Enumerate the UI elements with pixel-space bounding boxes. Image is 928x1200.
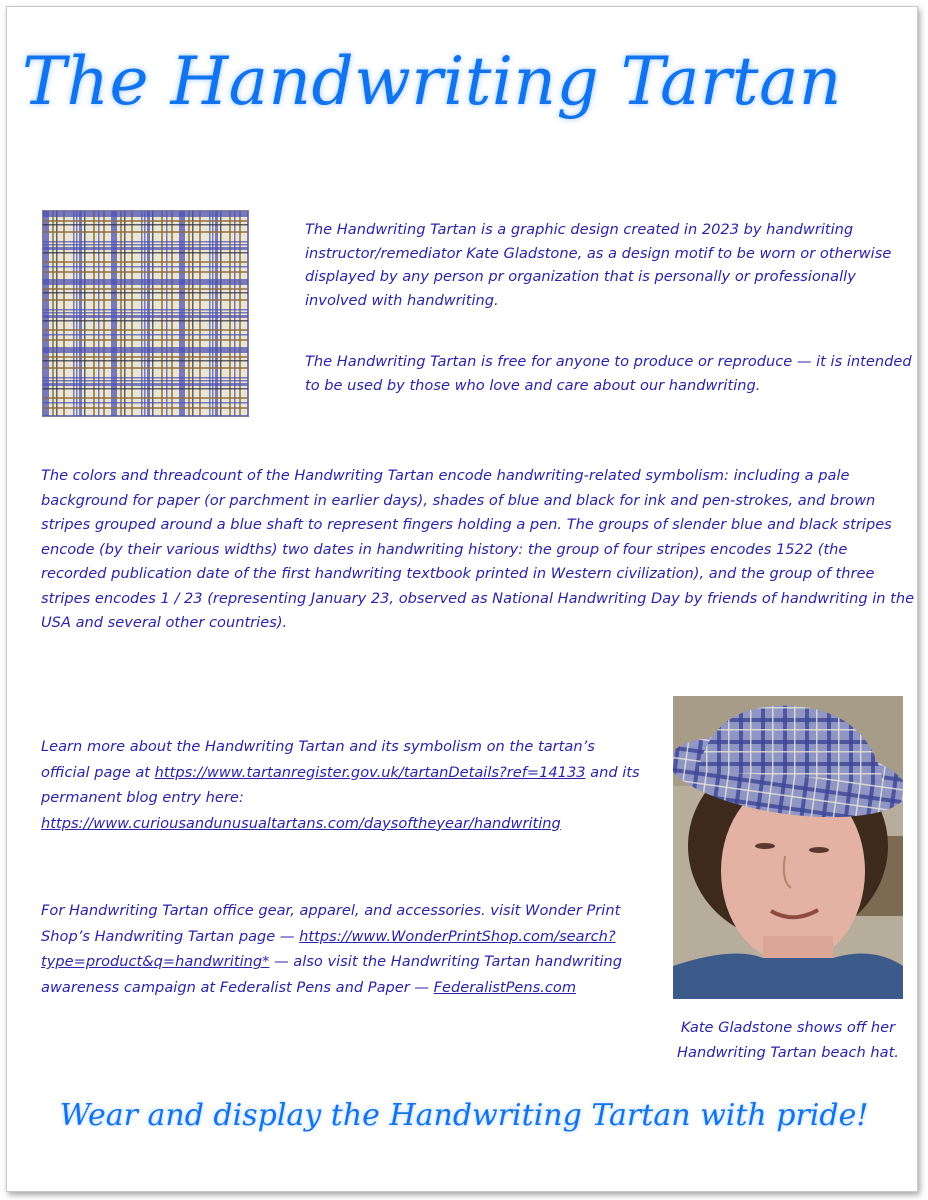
tartan-register-link[interactable]: https://www.tartanregister.gov.uk/tartanDetails?ref=14133 xyxy=(154,763,586,781)
symbolism-paragraph: The colors and threadcount of the Handwriting Tartan encode handwriting-related symbolism: including a pale background for paper (or parchment in earlier days), shades of blue and black for ink and pen-strokes, and brown stripes grouped around a blue shaft to represent fingers holding a pen. The groups of slender blue and black stripes encode (by their various widths) two dates in handwriting history: the group of four stripes encodes 1522 (the recorded publication date of the first handwriting textbook printed in Western civilization), and the group of three stripes encodes 1 / 23 (representing January 23, observed as National Handwriting Day by friends of handwriting in the USA and several other countries). xyxy=(41,467,915,631)
kate-gladstone-photo xyxy=(673,696,903,999)
tartan-swatch-image xyxy=(42,210,249,417)
learn-more-text-2: and its permanent blog entry here: xyxy=(41,763,640,806)
tagline: Wear and display the Handwriting Tartan with pride! xyxy=(59,1098,869,1133)
shop-text-2: — also visit the Handwriting Tartan handwriting awareness campaign at Federalist Pens and Paper — xyxy=(41,953,622,996)
blog-entry-link[interactable]: https://www.curiousandunusualtartans.com/daysoftheyear/handwriting xyxy=(41,814,561,832)
page-title: The Handwriting Tartan xyxy=(22,43,842,120)
intro-paragraph-1: The Handwriting Tartan is a graphic design created in 2023 by handwriting instructor/remediator Kate Gladstone, as a design motif to be worn or otherwise displayed by any person pr organization that is personally or professionally involved with handwriting. xyxy=(305,221,892,309)
wonder-print-shop-link[interactable]: https://www.WonderPrintShop.com/search?type=product&q=handwriting* xyxy=(41,927,616,970)
learn-more-paragraph xyxy=(41,734,641,836)
photo-caption: Kate Gladstone shows off her Handwriting Tartan beach hat. xyxy=(677,1019,899,1061)
shop-text-1: For Handwriting Tartan office gear, apparel, and accessories. visit Wonder Print Shop’s Handwriting Tartan page — xyxy=(41,902,621,945)
federalist-pens-link[interactable]: FederalistPens.com xyxy=(433,978,577,996)
tartan-pattern xyxy=(43,211,248,416)
shop-paragraph xyxy=(41,898,641,1000)
portrait-illustration xyxy=(673,696,903,999)
learn-more-text-1: Learn more about the Handwriting Tartan and its symbolism on the tartan’s official page at xyxy=(41,738,595,781)
intro-paragraph-2: The Handwriting Tartan is free for anyone to produce or reproduce — it is intended to be used by those who love and care about our handwriting. xyxy=(305,353,912,394)
